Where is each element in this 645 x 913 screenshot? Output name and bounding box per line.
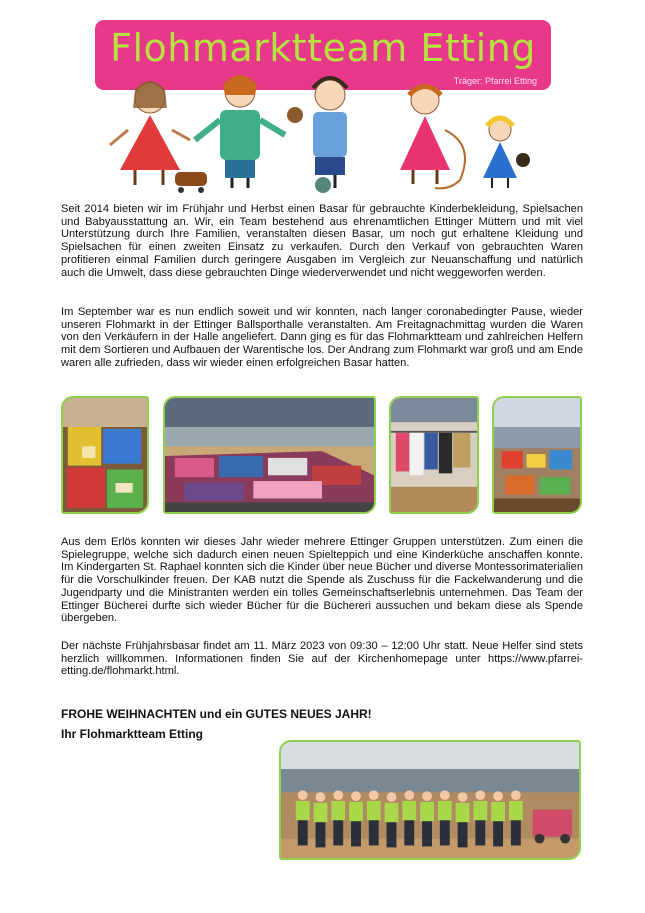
sponsor-note: Träger: Pfarrei Etting bbox=[453, 76, 537, 86]
child-pink-dress bbox=[400, 86, 465, 188]
child-blue-dress bbox=[483, 118, 530, 188]
holiday-greeting: FROHE WEIHNACHTEN und ein GUTES NEUES JAHR! bbox=[61, 707, 372, 721]
photo-toy-tables bbox=[492, 396, 582, 514]
intro-paragraph: Seit 2014 bieten wir im Frühjahr und Herbst einen Basar für gebrauchte Kinderbekleidung, Spielsachen und Babyausstattung an. Wir, ein Team bestehend aus ehrenamtlichen Ettinger Müttern und mit viel Unterstützung durch Ihre Familien, veranstalten diesen Basar, um noch gut erhaltene Kleidung und Spielsachen für einen zweiten Einsatz zu verkaufen. Durch den Verkauf von gebrauchten Waren profitieren einmal Familien durch geringere Ausgaben im Vergleich zur Neuanschaffung und natürlich auch die Umwelt, dass diese gebrauchten Dinge wiederverwendet und nicht weggeworfen werden. bbox=[61, 203, 583, 279]
donations-paragraph: Aus dem Erlös konnten wir dieses Jahr wieder mehrere Ettinger Gruppen unterstützen. Zum einen die Spielegruppe, welche sich dadurch einen neuen Spielteppich und eine Kinderküche anschaffen konnte. Im Kindergarten St. Raphael konnten sich die Kinder über neue Bücher und diverse Montessorimaterialien für die Vorschulkinder freuen. Der KAB nutzt die Spende als Zuschuss für die Fackelwanderung und die Jugendparty und die Ministranten werden ein tolles Gemeinschaftserlebnis unternehmen. Das Team der Ettinger Bücherei durfte sich wieder Bücher für die Büchereri aussuchen und bekam diese als Spende übergeben. bbox=[61, 536, 583, 625]
signature: Ihr Flohmarktteam Etting bbox=[61, 727, 204, 741]
photo-toys-shelves bbox=[61, 396, 149, 514]
next-bazaar-paragraph: Der nächste Frühjahrsbasar findet am 11. März 2023 von 09:30 – 12:00 Uhr statt. Neue Helfer sind stets herzlich willkommen. Informationen finden Sie auf der Kirchenhomepage unter https://www.pfarrei-etting.de/flohmarkt.html. bbox=[61, 640, 583, 678]
children-drawing bbox=[95, 60, 551, 195]
photo-team-group bbox=[279, 740, 581, 860]
photo-clothing-racks bbox=[389, 396, 479, 514]
child-with-teddy bbox=[287, 78, 347, 193]
child-red-dress bbox=[110, 81, 190, 185]
page-title: Flohmarktteam Etting bbox=[110, 26, 536, 70]
child-green-sweater bbox=[195, 75, 285, 188]
event-paragraph: Im September war es nun endlich soweit und wir konnten, nach langer coronabedingter Pause, wieder unseren Flohmarkt in der Ettinger Ballsporthalle veranstalten. Am Freitagnachmittag wurden die Waren von den Verkäufern in der Halle angeliefert. Dann ging es für das Flohmarktteam und zahlreichen Helfern mit dem Sortieren und Aufbauen der Warentische los. Der Andrang zum Flohmarkt war groß und am Ende waren alle zufrieden, dass wir wieder einen erfolgreichen Basar hatten. bbox=[61, 306, 583, 369]
photo-clothing-tables bbox=[163, 396, 376, 514]
